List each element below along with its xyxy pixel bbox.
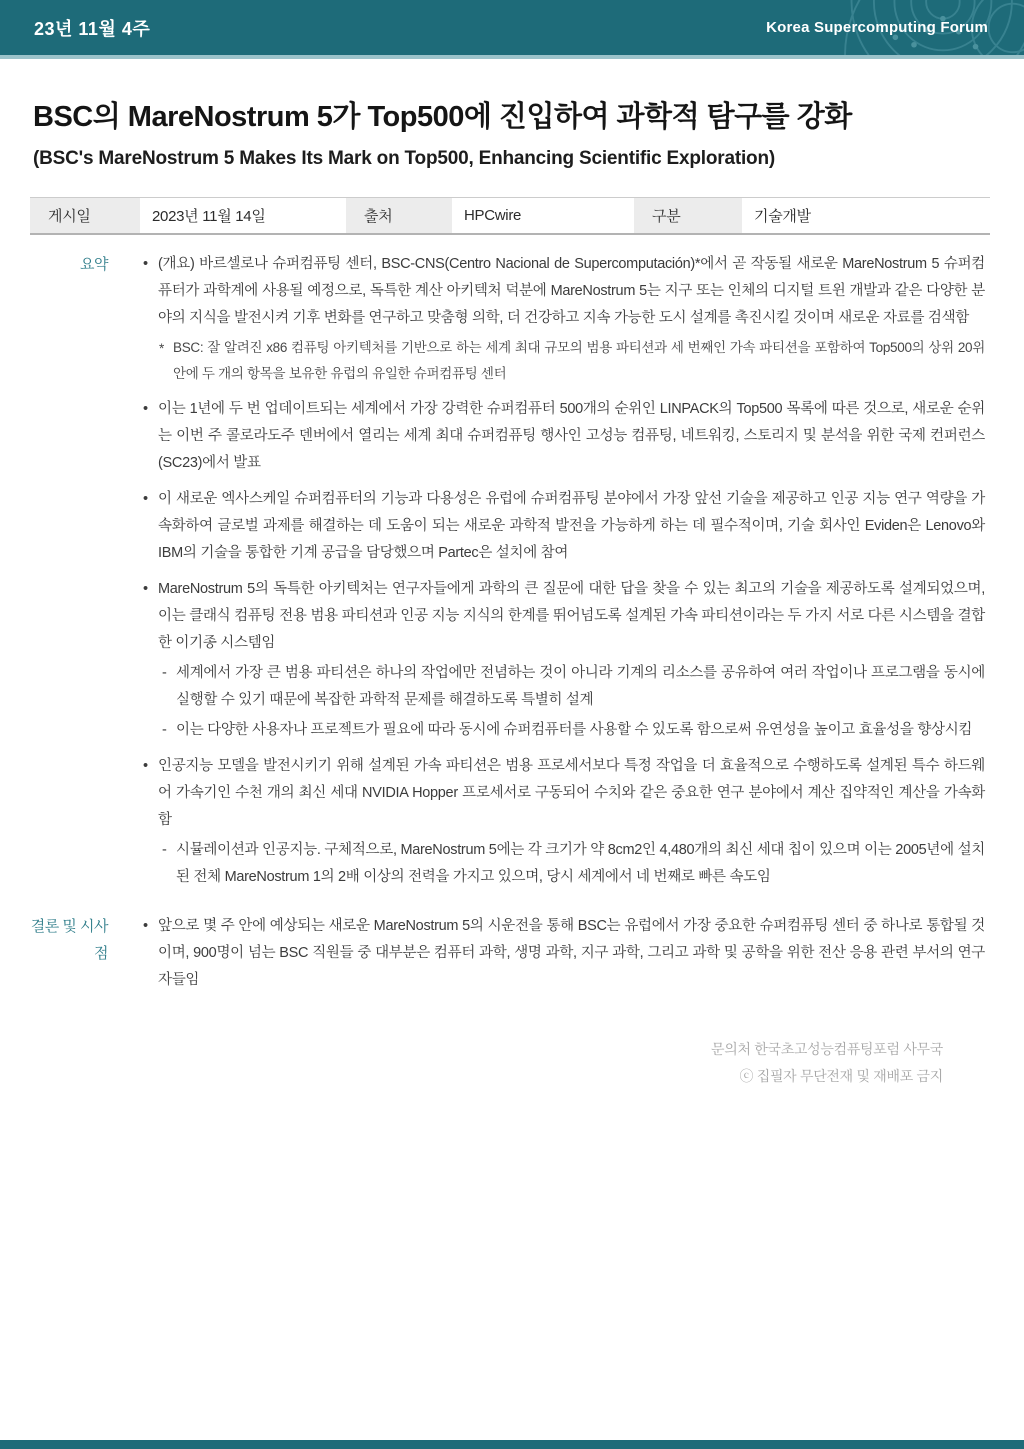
meta-value-category: 기술개발 [754,208,811,226]
title-block [0,59,1024,170]
summary-footnote-bsc: * BSC: 잘 알려진 x86 컴퓨팅 아키텍처를 기반으로 하는 세계 최대 규모의 범용 파티션과 세 번째인 가속 파티션을 포함하여 Top500의 상위 20위 안에 두 개의 항목을 보유한 유럽의 유일한 슈퍼컴퓨팅 센터 [159,335,985,387]
summary-bullet-architecture: • MareNostrum 5의 독특한 아키텍처는 연구자들에게 과학의 큰 질문에 대한 답을 찾을 수 있는 최고의 기술을 제공하도록 설계되었으며, 이는 클래식 컴퓨팅 전용 범용 파티션과 인공 지능 지식의 한계를 뛰어넘도록 설계된 가속 파티션이라는 두 가지 서로 다른 시스템을 결합한 이기종 시스템임 [142,576,985,657]
section-summary [30,251,985,891]
meta-info-table [30,197,990,235]
conclusion-bullet: • 앞으로 몇 주 안에 예상되는 새로운 MareNostrum 5의 시운전을 통해 BSC는 유럽에서 가장 중요한 슈퍼컴퓨팅 센터 중 하나로 통합될 것이며, 900명이 넘는 BSC 직원들 중 대부분은 컴퓨터 과학, 생명 과학, 지구 과학, 그리고 과학 및 공학을 위한 전산 응용 관련 부서의 연구자들임 [142,913,985,994]
meta-label-source: 출처 [346,198,452,233]
header-bar [0,0,1024,59]
summary-bullet-overview: • (개요) 바르셀로나 슈퍼컴퓨팅 센터, BSC-CNS(Centro Nacional de Supercomputación)*에서 곧 작동될 새로운 MareNostrum 5 슈퍼컴퓨터가 과학계에 사용될 예정으로, 독특한 계산 아키텍처 덕분에 MareNostrum 5는 지구 또는 인체의 디지털 트윈 개발과 같은 다양한 분야의 지식을 발전시켜 기후 변화를 연구하고 맞춤형 의학, 더 건강하고 지속 가능한 도시 설계를 촉진시킬 것이며 새로운 자료를 검색함 [142,251,985,332]
issue-week-label: 23년 11월 4주 [34,18,151,39]
footer-copyright: ⓒ 집필자 무단전재 및 재배포 금지 [739,1068,943,1085]
section-conclusion [30,913,985,994]
summary-sub-flexibility: - 이는 다양한 사용자나 프로젝트가 필요에 따라 동시에 슈퍼컴퓨터를 사용할 수 있도록 함으로써 유연성을 높이고 효율성을 향상시킴 [162,717,985,744]
meta-value-post-date: 2023년 11월 14일 [152,208,266,226]
summary-sub-chips: - 시뮬레이션과 인공지능. 구체적으로, MareNostrum 5에는 각 크기가 약 8cm2인 4,480개의 최신 세대 칩이 있으며 이는 2005년에 설치된 전체 MareNostrum 1의 2배 이상의 전력을 가지고 있으며, 당시 세계에서 네 번째로 빠른 속도임 [162,837,985,891]
page-title: BSC의 MareNostrum 5가 Top500에 진입하여 과학적 탐구를 강화 [33,101,852,133]
summary-sub-general-partition: - 세계에서 가장 큰 범용 파티션은 하나의 작업에만 전념하는 것이 아니라 기계의 리소스를 공유하여 여러 작업이나 프로그램을 동시에 실행할 수 있기 때문에 복잡한 과학적 문제를 해결하도록 특별히 설계 [162,660,985,714]
bottom-accent-bar [0,1440,1024,1449]
summary-content [142,251,985,891]
summary-bullet-accelerated-partition: • 인공지능 모델을 발전시키기 위해 설계된 가속 파티션은 범용 프로세서보다 특정 작업을 더 효율적으로 수행하도록 설계된 특수 하드웨어 가속기인 수천 개의 최신 세대 NVIDIA Hopper 프로세서로 구동되어 수치와 같은 중요한 연구 분야에서 계산 집약적인 계산을 가속화 함 [142,753,985,834]
summary-bullet-top500-list: • 이는 1년에 두 번 업데이트되는 세계에서 가장 강력한 슈퍼컴퓨터 500개의 순위인 LINPACK의 Top500 목록에 따른 것으로, 새로운 순위는 이번 주 콜로라도주 덴버에서 열리는 세계 최대 슈퍼컴퓨팅 행사인 고성능 컴퓨팅, 네트워킹, 스토리지 및 분석을 위한 국제 컨퍼런스(SC23)에서 발표 [142,396,985,477]
document-footer [30,1036,943,1090]
meta-label-post-date: 게시일 [30,198,140,233]
section-label-summary: 요약 [80,256,108,274]
meta-value-source: HPCwire [464,207,522,225]
conclusion-content [142,913,985,994]
section-label-conclusion: 결론 및 시사점 [30,918,108,963]
page-subtitle: (BSC's MareNostrum 5 Makes Its Mark on Top500, Enhancing Scientific Exploration) [33,148,775,170]
meta-label-category: 구분 [634,198,742,233]
document-body [0,235,1024,1090]
forum-brand-label: Korea Supercomputing Forum [766,19,988,36]
footer-contact: 문의처 한국초고성능컴퓨팅포럼 사무국 [711,1041,943,1058]
summary-bullet-exascale: • 이 새로운 엑사스케일 슈퍼컴퓨터의 기능과 다용성은 유럽에 슈퍼컴퓨팅 분야에서 가장 앞선 기술을 제공하고 인공 지능 연구 역량을 가속화하여 글로벌 과제를 해결하는 데 도움이 되는 새로운 과학적 발전을 가능하게 하는 데 필수적이며, 기술 회사인 Eviden은 Lenovo와 IBM의 기술을 통합한 기계 공급을 담당했으며 Partec은 설치에 참여 [142,486,985,567]
